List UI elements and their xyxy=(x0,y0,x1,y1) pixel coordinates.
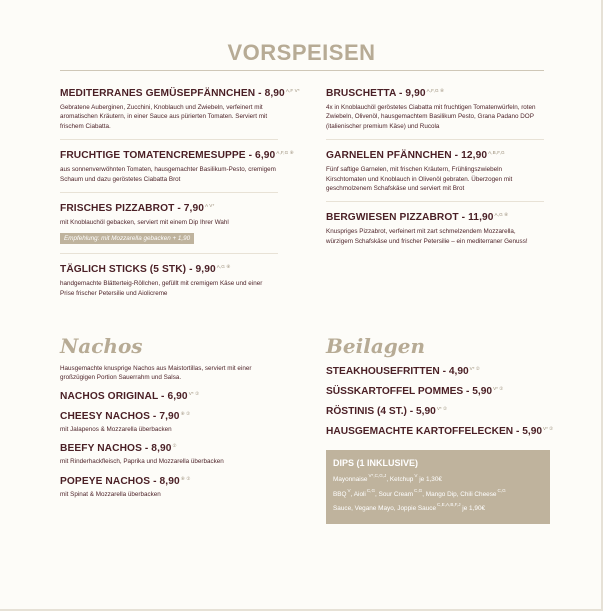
menu-item xyxy=(60,203,278,254)
menu-item: SÜSSKARTOFFEL POMMES - $5,90^{V* ②}$ xyxy=(326,386,504,397)
allergen-codes: A,F V* xyxy=(285,88,300,93)
item-name: BERGWIESEN PIZZABROT - $11,90^{A,G ⑧}$ xyxy=(326,212,509,224)
menu-item: HAUSGEMACHTE KARTOFFELECKEN - $5,90^{V* ②}$ xyxy=(326,426,554,437)
item-description: mit Jalapenos & Mozzarella überbacken xyxy=(60,425,172,433)
recommendation-badge: Empfehlung: mit Mozzarella gebacken + 1,90 xyxy=(60,233,194,244)
menu-item xyxy=(326,88,544,140)
allergen-codes: V* ② xyxy=(493,386,504,391)
right-column xyxy=(326,88,544,264)
item-description: mit Rinderhackfleisch, Paprika und Mozzarella überbacken xyxy=(60,458,224,466)
item-name: NACHOS ORIGINAL - $6,90^{V* ②}$ xyxy=(60,390,200,402)
item-name: MEDITERRANES GEMÜSEPFÄNNCHEN - $8,90^{A,F V*}$ xyxy=(60,88,300,99)
allergen-codes: V* ② xyxy=(188,390,200,396)
beilagen-heading: Beilagen xyxy=(326,334,426,358)
allergen-codes: A,B,F,G xyxy=(488,150,505,156)
allergen-codes: A,G ⑧ xyxy=(494,212,509,218)
dips-title: DIPS (1 INKLUSIVE) xyxy=(333,458,419,468)
dips-list: Mayonnaise$^{V*,C,G,J}$, Ketchup$^V$ je 1,30€ $BBQ^V$, Aioli$^{C,G}$, Sour Cream$^{C,G}$, Mango Dip, Chili Cheese$^{C,G}$ Sauce, Vegane Mayo, Joppie Sauce$^{C,E,A,B,F,J}$ je 1,90€ xyxy=(333,473,506,512)
page-title: VORSPEISEN xyxy=(227,40,376,65)
item-description: aus sonnenverwöhnten Tomaten, hausgemachter Basilikum-Pesto, cremigem Schaum und dazu geröstetes Ciabatta Brot xyxy=(60,166,276,183)
menu-item: RÖSTINIS (4 $ST.) - 5,90^{V* ②}$ xyxy=(326,406,448,417)
allergen-codes: A,G ⑧ xyxy=(216,264,231,270)
item-name: GARNELEN PFÄNNCHEN - $12,90^{A,B,F,G}$ xyxy=(326,150,505,162)
menu-item xyxy=(60,443,278,466)
menu-item: STEAKHOUSEFRITTEN - $4,90^{V* ②}$ xyxy=(326,366,480,377)
item-name: BRUSCHETTA - $9,90^{A,F,G ⑧}$ xyxy=(326,88,445,99)
item-name: FRISCHES PIZZABROT - $7,90^{A V*}$ xyxy=(60,203,215,215)
menu-item xyxy=(60,476,278,499)
menu-item xyxy=(60,411,278,434)
title-divider xyxy=(60,70,544,71)
item-description: mit Knoblauchöl gebacken, serviert mit einem Dip Ihrer Wahl xyxy=(60,219,229,227)
item-description: mit Spinat & Mozzarella überbacken xyxy=(60,490,161,498)
allergen-codes: V* ② xyxy=(436,406,448,411)
item-description: handgemachte Blätterteig-Röllchen, gefüllt mit cremigem Käse und einer Prise frischer Petersilie und Aiolicreme xyxy=(60,280,263,297)
allergen-codes: ⑧ ② xyxy=(180,475,191,481)
menu-item xyxy=(60,88,300,140)
nachos-heading: Nachos xyxy=(60,334,143,358)
allergen-codes: A,F,G ⑧ xyxy=(426,88,445,93)
allergen-codes: A V* xyxy=(205,203,215,209)
item-name: POPEYE NACHOS - 8,90⑧ ② xyxy=(60,475,191,487)
item-description: 4x in Knoblauchöl geröstetes Ciabatta mit fruchtigen Tomatenwürfeln, roten Zwiebeln, Olivenöl, hausgemachtem Basilikum Pesto, Grana Padano DOP (italienischer premium Käse) und Rucola xyxy=(326,104,536,130)
allergen-codes: V* ② xyxy=(469,366,480,371)
allergen-codes: A,F,G ⑧ xyxy=(276,150,294,156)
nachos-intro: Hausgemachte knusprige Nachos aus Maistortillas, serviert mit einer großzügigen Portion Sauerrahm und Salsa. xyxy=(60,365,252,382)
item-description: Gebratene Auberginen, Zucchini, Knoblauch und Zwiebeln, verfeinert mit aromatischen Kräutern, in einer Sauce aus pürierten Tomaten. Serviert mit frischem Ciabatta. xyxy=(60,104,268,130)
item-name: CHEESY NACHOS - 7,90⑧ ② xyxy=(60,410,191,422)
item-name: BEEFY NACHOS - 8,90② xyxy=(60,443,177,455)
allergen-codes: ② xyxy=(172,443,177,449)
beilagen-section xyxy=(326,366,554,446)
menu-item xyxy=(326,150,544,202)
allergen-codes: ⑧ ② xyxy=(180,410,191,416)
allergen-codes: V* ② xyxy=(543,426,554,431)
item-description: Fünf saftige Garnelen, mit frischen Kräutern, Frühlingszwiebeln Kirschtomaten und Knoblauch in Olivenöl gebraten. Überzogen mit geschmolzenem Schafskäse und serviert mit Brot xyxy=(326,166,513,193)
menu-item xyxy=(60,264,278,306)
item-description: Knuspriges Pizzabrot, verfeinert mit zart schmelzendem Mozzarella, würzigem Schafskäse und frischer Petersilie – ein mediterraner Genuss! xyxy=(326,228,528,245)
nachos-section xyxy=(60,364,278,508)
menu-item xyxy=(326,212,544,254)
menu-item xyxy=(60,391,278,402)
dips-box xyxy=(326,450,550,524)
left-column xyxy=(60,88,300,316)
item-name: FRUCHTIGE TOMATENCREMESUPPE - $6,90^{A,F,G ⑧}$ xyxy=(60,150,294,162)
menu-item xyxy=(60,150,294,193)
item-name: TÄGLICH STICKS (5 $STK) - 9,90^{A,G ⑧}$ xyxy=(60,264,231,276)
